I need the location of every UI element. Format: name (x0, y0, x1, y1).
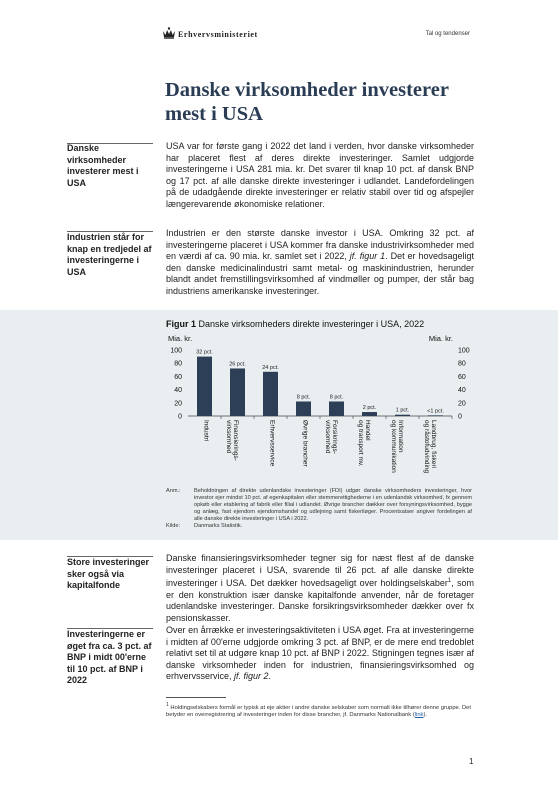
bar (362, 412, 377, 416)
bar (230, 368, 245, 416)
bar-chart (160, 330, 480, 488)
x-tick-label: Landbrug, fiskeriog råstofudvinding (423, 420, 438, 474)
figure-reference: jf. figur 2 (234, 671, 269, 682)
source-label: Kilde: (166, 523, 180, 529)
bar-data-label: 1 pct. (395, 407, 410, 414)
y-axis-label-left: Mia. kr. (168, 334, 193, 343)
y-tick-label-right: 100 (458, 347, 470, 355)
y-tick-label-right: 80 (458, 360, 466, 368)
side-heading-4: Investeringerne er øget fra ca. 3 pct. af BNP i midt 00'erne til 10 pct. af BNP i 2022 (67, 629, 152, 686)
side-heading-3: Store investeringer sker også via kapitalfonde (67, 557, 150, 591)
notes-text: Beholdningen af direkte udenlandske investeringer (FDI) udgør danske virksomheders investeringer, hvor investor ejer mindst 10 pct. af egenkapitalen eller stemmerettighederne i en udenlandsk virksomhed, fx gennem opkøb eller etablering af fabrik eller filial i udlandet. Øvrige brancher dækker over forsyningsvirksomhed, bygge og anlæg, fast ejendom ejendomshandel og udlejning samt fiskeriløger. Procentsatser angiver fordelingen af alle danske direkte investeringer i USA i 2022. (194, 488, 472, 522)
figure-label: Figur 1 (166, 319, 197, 329)
bar-data-label: 26 pct. (229, 361, 246, 368)
x-tick-label: Informationog kommunikation (390, 420, 405, 473)
figure-notes (166, 488, 472, 530)
ministry-name: Erhvervsministeriet (178, 30, 258, 39)
paragraph-1: USA var for første gang i 2022 det land i verden, hvor danske virksomheder har placeret flest af deres direkte investeringer. Samlet udgjorde investeringerne i USA 281 mia. kr. Det svarer til knap 10 pct. af dansk BNP og 17 pct. af alle danske direkte investeringer i udlandet. Landefordelingen på de udadgående direkte investeringer er relativ stabil over tid og afspejler længerevarende økonomiske relationer. (166, 141, 474, 209)
source-text: Danmarks Statistik. (194, 523, 243, 529)
bar-data-label: 32 pct. (196, 349, 213, 356)
y-tick-label-left: 60 (174, 373, 182, 381)
x-tick-label: Industri (202, 420, 210, 442)
figure-title: Figur 1 Danske virksomheders direkte investeringer i USA, 2022 (166, 319, 425, 329)
x-tick-label: Handelog transport mv. (357, 420, 372, 467)
bar (197, 357, 212, 416)
figure-reference: jf. figur 1 (349, 251, 386, 262)
header-tag: Tal og tendenser (425, 31, 470, 37)
x-tick-label: Forsikrings-virksomhed (324, 420, 339, 454)
footnote-marker: 1 (447, 578, 452, 585)
bar (296, 401, 311, 416)
page-number: 1 (469, 757, 474, 766)
x-tick-label: Finansierings-virksomhed (225, 420, 240, 461)
bar-data-label: <1 pct. (427, 408, 444, 415)
y-tick-label-right: 60 (458, 373, 466, 381)
y-tick-label-left: 80 (174, 360, 182, 368)
paragraph-4: Over en årrække er investeringsaktiviteten i USA øget. Fra at investeringerne i midten af 00'erne udgjorde omkring 3 pct. af BNP, er de mere end tredoblet relativt set til at udgøre knap 10 pct. af BNP i 2022. Stigningen tegnes især af danske virksomheder inden for industrien, finansieringsvirksomhed og erhvervsservice, jf. figur 2. (166, 625, 474, 682)
side-heading-1: Danske virksomheder investerer mest i USA (67, 143, 139, 188)
bar (395, 415, 410, 416)
y-tick-label-left: 20 (174, 400, 182, 408)
y-axis-label-right: Mia. kr. (428, 334, 453, 343)
paragraph-3: Danske finansieringsvirksomheder tegner sig for næst flest af de danske investeringer placeret i USA, svarende til 26 pct. af alle danske direkte investeringer i USA. Det dækker hovedsageligt over holdingselskaber$^1$, som er den konstruktion især danske kapitalfonde anvender, når de foretager udenlandske investeringer. Danske forsikringsvirksomheder dækker over fx pensionskasser. (166, 553, 474, 623)
notes-label: Anm.: (166, 488, 181, 494)
bar (428, 415, 443, 416)
side-heading-2: Industrien står for knap en tredjedel af investeringerne i USA (67, 232, 152, 277)
paragraph-2: Industrien er den største danske investor i USA. Omkring 32 pct. af investeringerne placeret i USA kommer fra danske industrivirksomheder med en værdi af ca. 90 mia. kr. samlet set i 2022, jf. figur 1. Det er hovedsageligt den danske medicinalindustri samt metal- og maskinindustrien, herunder blandt andet fremstillingsvirksomhed af vindmøller og pumper, der står bag industriens amerikanske investeringer. (166, 228, 474, 296)
bar (263, 372, 278, 416)
bar-data-label: 8 pct. (329, 394, 344, 401)
y-tick-label-right: 40 (458, 387, 466, 395)
page-title: Danske virksomheder investerer mest i USA (165, 79, 449, 125)
crown-logo-icon (162, 27, 176, 39)
footnote: $^1$ Holdingselskabers formål er typisk at eje aktier i andre danske selskaber som normalt ikke tilhører denne gruppe. Det betyder en overregistrering af investeringer inden for disse brancher, jf. Danmarks Nationalbank (link). (166, 702, 472, 719)
bar (329, 401, 344, 416)
bar-data-label: 24 pct. (262, 364, 279, 371)
footnote-link[interactable]: link (414, 712, 424, 719)
footnote-rule (166, 697, 226, 698)
bar-data-label: 2 pct. (362, 405, 377, 412)
y-tick-label-left: 40 (174, 387, 182, 395)
bar-data-label: 8 pct. (296, 394, 311, 401)
x-tick-label: Erhvervsservice (268, 420, 276, 467)
y-tick-label-right: 0 (458, 413, 462, 421)
x-tick-label: Øvrige brancher (301, 420, 309, 467)
y-tick-label-left: 0 (178, 413, 182, 421)
y-tick-label-left: 100 (170, 347, 182, 355)
y-tick-label-right: 20 (458, 400, 466, 408)
